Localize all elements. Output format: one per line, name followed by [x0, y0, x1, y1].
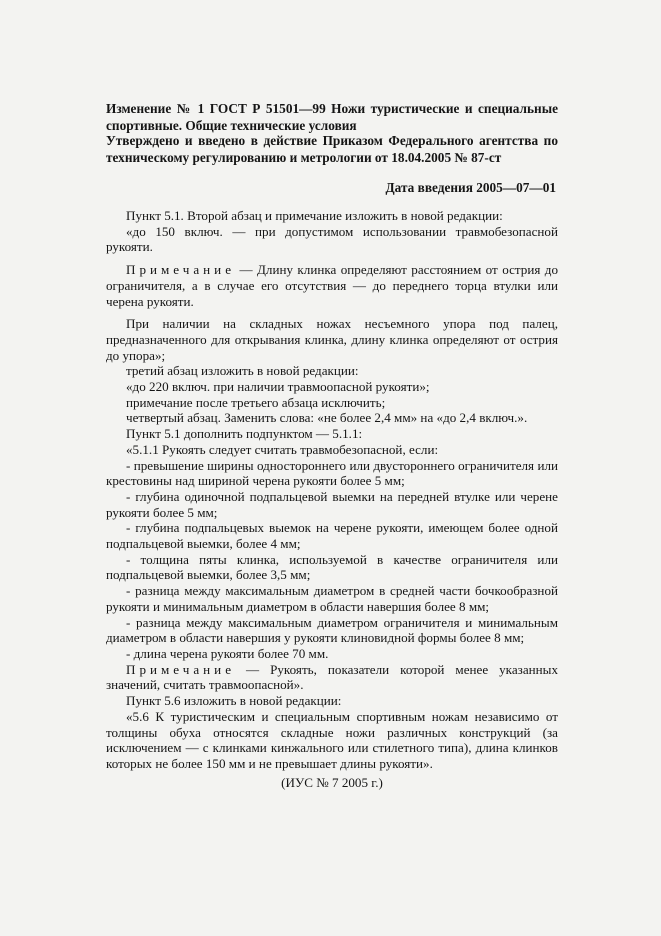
paragraph: Пункт 5.1. Второй абзац и примечание изложить в новой редакции:: [126, 208, 503, 223]
note-text: — Рукоять, показатели которой менее указанных значений, считать травмоопасной».: [106, 661, 558, 693]
note-text: — Длину клинка определяют расстоянием от острия до ограничителя, а в случае его отсутствия — до переднего торца втулки или черена рукояти.: [106, 262, 558, 309]
amendment-title: Изменение № 1 ГОСТ Р 51501—99 Ножи туристические и специальные спортивные. Общие технические условия: [106, 101, 558, 133]
list-item: - разница между максимальным диаметром в средней части бочкообразной рукояти и минимальным диаметром в области навершия более 8 мм;: [106, 583, 558, 614]
paragraph: «5.1.1 Рукоять следует считать травмобезопасной, если:: [126, 441, 439, 457]
paragraph: Пункт 5.1 дополнить подпунктом — 5.1.1:: [126, 426, 363, 442]
effective-date: Дата введения 2005—07—01: [385, 180, 556, 195]
approval-statement: Утверждено и введено в действие Приказом Федерального агентства по техническому регулированию и метрологии от 18.04.2005 № 87-ст: [106, 133, 558, 165]
note-label: Примечание: [126, 262, 236, 278]
list-item: - глубина одиночной подпальцевой выемки на передней втулке или черене рукояти более 5 мм;: [106, 488, 558, 520]
paragraph: При наличии на складных ножах несъемного упора под палец, предназначенного для открывания клинка, длину клинка определяют от острия до упора»;: [106, 316, 558, 363]
paragraph: «до 220 включ. при наличии травмоопасной рукояти»;: [126, 379, 430, 395]
list-item: - толщина пяты клинка, используемой в качестве ограничителя или подпальцевой выемки, более 3,5 мм;: [106, 551, 558, 583]
list-item: - глубина подпальцевых выемок на черене рукояти, имеющем более одной подпальцевой выемки, более 4 мм;: [106, 520, 558, 552]
paragraph: «до 150 включ. — при допустимом использовании травмобезопасной рукояти.: [106, 223, 558, 255]
list-item: - разница между максимальным диаметром ограничителя и минимальным диаметром в области навершия у рукояти клиновидной формы более 8 мм;: [106, 614, 558, 646]
note-label: Примечание: [126, 661, 236, 677]
source-reference: (ИУС № 7 2005 г.): [281, 774, 383, 790]
list-item: - превышение ширины одностороннего или двустороннего ограничителя или крестовины над шириной черена рукояти более 5 мм;: [106, 457, 558, 489]
paragraph: третий абзац изложить в новой редакции:: [126, 363, 359, 379]
document-body: [106, 208, 558, 790]
paragraph: четвертый абзац. Заменить слова: «не более 2,4 мм» на «до 2,4 включ.».: [126, 410, 528, 426]
paragraph: примечание после третьего абзаца исключить;: [126, 394, 386, 410]
note-paragraph: [106, 662, 558, 693]
list-item: - длина черена рукояти более 70 мм.: [126, 645, 329, 661]
paragraph: Пункт 5.6 изложить в новой редакции:: [126, 693, 342, 709]
paragraph: «5.6 К туристическим и специальным спортивным ножам независимо от толщины обуха относятся складные ножи различных конструкций (за исключением — с клинками кинжального или стилетного типа), длина клинков которых не более 150 мм и не превышает длины рукояти».: [106, 708, 558, 771]
note-paragraph: [106, 262, 558, 309]
